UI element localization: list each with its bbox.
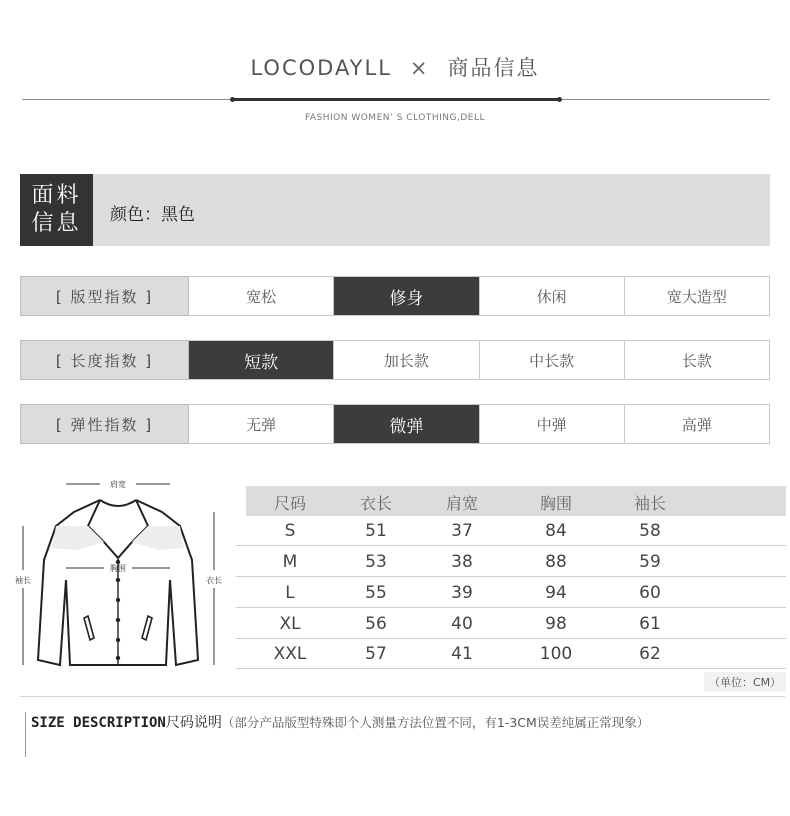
unit-label: （单位：CM） [704,672,786,692]
diagram-label-shoulder: 肩宽 [110,480,126,489]
left-pocket [84,616,94,640]
size-cell: M [282,552,298,572]
brand-name: LOCODAYLL [250,56,392,80]
description-note: （部分产品版型特殊即个人测量方法位置不同，有1-3CM误差纯属正常现象） [221,715,650,730]
length-cell: 55 [365,583,387,603]
table-row-divider [236,576,786,577]
length-option-short: 短款 [189,340,334,380]
section-divider [20,696,785,697]
right-yoke [132,526,184,550]
size-cell: XXL [273,644,307,664]
separator: × [409,56,430,80]
header-rule-accent [232,98,560,101]
length-option-extended: 加长款 [334,340,479,380]
length-option-long: 长款 [625,340,770,380]
shoulder-cell: 40 [451,614,473,634]
length-cell: 51 [365,521,387,541]
fabric-tag-line1: 面料 [31,183,82,208]
description-title-cn: 尺码说明 [165,715,222,731]
diagram-label-sleeve: 袖长 [15,576,31,585]
rule-dot-left [230,97,235,102]
table-row-divider [236,638,786,639]
size-cell: XL [279,614,301,634]
length-cell: 53 [365,552,387,572]
sleeve-cell: 60 [639,583,661,603]
chest-cell: 88 [545,552,567,572]
fabric-tag-line2: 信息 [31,211,82,236]
sleeve-cell: 62 [639,644,661,664]
rule-dot-right [557,97,562,102]
stretch-option-none: 无弹 [189,404,334,444]
header-subtitle: FASHION WOMEN’ S CLOTHING,DELL [305,113,485,123]
header-length: 衣长 [359,494,392,513]
stretch-option-slight: 微弹 [334,404,479,444]
jacket-collar [88,500,148,558]
table-row-divider [236,668,786,669]
sleeve-cell: 61 [639,614,661,634]
table-row-divider [236,607,786,608]
stretch-index-row [20,404,770,444]
fabric-tag [20,174,93,246]
length-cell: 56 [365,614,387,634]
diagram-label-length: 衣长 [206,576,222,585]
diagram-label-chest: 胸围 [110,564,126,573]
stretch-index-label: [ 弹性指数 ] [20,404,189,444]
size-cell: S [284,521,296,541]
header-shoulder: 肩宽 [445,494,478,513]
chest-cell: 98 [545,614,567,634]
jacket-measurement-diagram [8,470,233,680]
fit-option-oversized: 宽大造型 [625,276,770,316]
right-pocket [142,616,152,640]
length-index-label: [ 长度指数 ] [20,340,189,380]
shoulder-cell: 41 [451,644,473,664]
jacket-neckline [100,500,136,506]
header-sleeve: 袖长 [633,494,666,513]
stretch-option-medium: 中弹 [480,404,625,444]
shoulder-cell: 38 [451,552,473,572]
left-yoke [52,526,104,550]
chest-cell: 84 [545,521,567,541]
shoulder-cell: 39 [451,583,473,603]
fit-option-casual: 休闲 [480,276,625,316]
length-index-row [20,340,770,380]
chest-cell: 100 [539,644,573,664]
fabric-color: 颜色：黑色 [110,205,195,225]
sleeve-cell: 59 [639,552,661,572]
table-row-divider [236,545,786,546]
fit-option-loose: 宽松 [189,276,334,316]
size-cell: L [285,583,295,603]
length-option-mid: 中长款 [480,340,625,380]
chest-cell: 94 [545,583,567,603]
brand-header [0,52,790,82]
fit-option-slim: 修身 [334,276,479,316]
size-description [25,712,649,732]
sleeve-cell: 58 [639,521,661,541]
shoulder-cell: 37 [451,521,473,541]
stretch-option-high: 高弹 [625,404,770,444]
fit-index-label: [ 版型指数 ] [20,276,189,316]
header-chest: 胸围 [539,494,572,513]
description-title-en: SIZE DESCRIPTION [31,715,166,731]
length-cell: 57 [365,644,387,664]
fit-index-row [20,276,770,316]
section-title: 商品信息 [447,56,540,80]
header-size: 尺码 [273,494,306,513]
